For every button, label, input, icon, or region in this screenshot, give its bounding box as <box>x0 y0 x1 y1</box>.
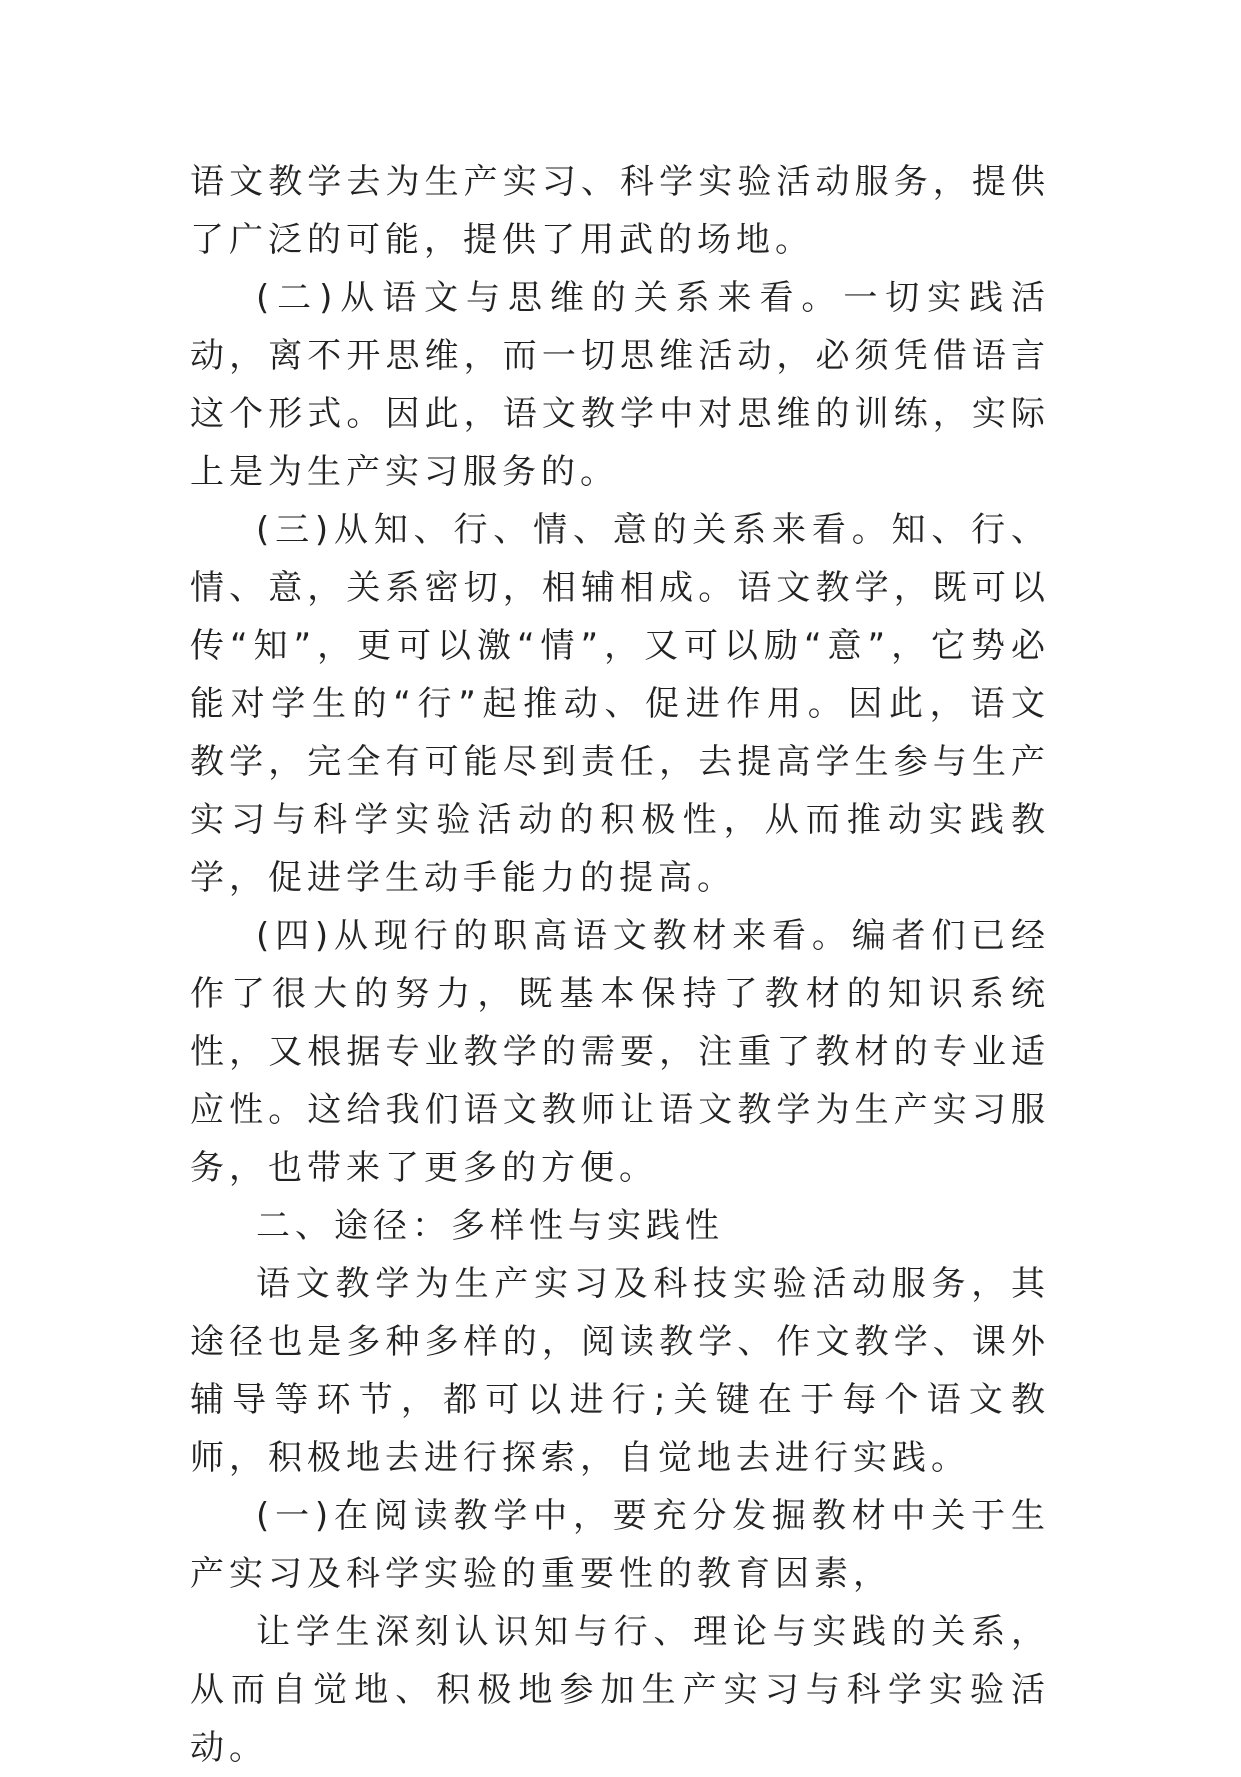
paragraph-point-three: (三)从知、行、情、意的关系来看。知、行、情、意，关系密切，相辅相成。语文教学，既可以传“知”，更可以激“情”，又可以励“意”，它势必能对学生的“行”起推动、促进作用。因此，语文教学，完全有可能尽到责任，去提高学生参与生产实习与科学实验活动的积极性，从而推动实践教学，促进学生动手能力的提高。 <box>190 510 1050 898</box>
paragraph-reading-teaching: (一)在阅读教学中，要充分发掘教材中关于生产实习及科学实验的重要性的教育因素， <box>190 1496 1050 1594</box>
paragraph-point-four: (四)从现行的职高语文教材来看。编者们已经作了很大的努力，既基本保持了教材的知识系统性，又根据专业教学的需要，注重了教材的专业适应性。这给我们语文教师让语文教学为生产实习服务，也带来了更多的方便。 <box>190 916 1050 1188</box>
paragraph-point-two: (二)从语文与思维的关系来看。一切实践活动，离不开思维，而一切思维活动，必须凭借语言这个形式。因此，语文教学中对思维的训练，实际上是为生产实习服务的。 <box>190 278 1050 492</box>
document-body <box>190 153 1050 1777</box>
paragraph-reading-teaching-cont: 让学生深刻认识知与行、理论与实践的关系，从而自觉地、积极地参加生产实习与科学实验活动。 <box>190 1612 1050 1768</box>
section-heading: 二、途径：多样性与实践性 <box>256 1206 724 1246</box>
paragraph-section-intro: 语文教学为生产实习及科技实验活动服务，其途径也是多种多样的，阅读教学、作文教学、课外辅导等环节，都可以进行;关键在于每个语文教师，积极地去进行探索，自觉地去进行实践。 <box>190 1264 1050 1478</box>
paragraph-continuation: 语文教学去为生产实习、科学实验活动服务，提供了广泛的可能，提供了用武的场地。 <box>190 162 1050 260</box>
